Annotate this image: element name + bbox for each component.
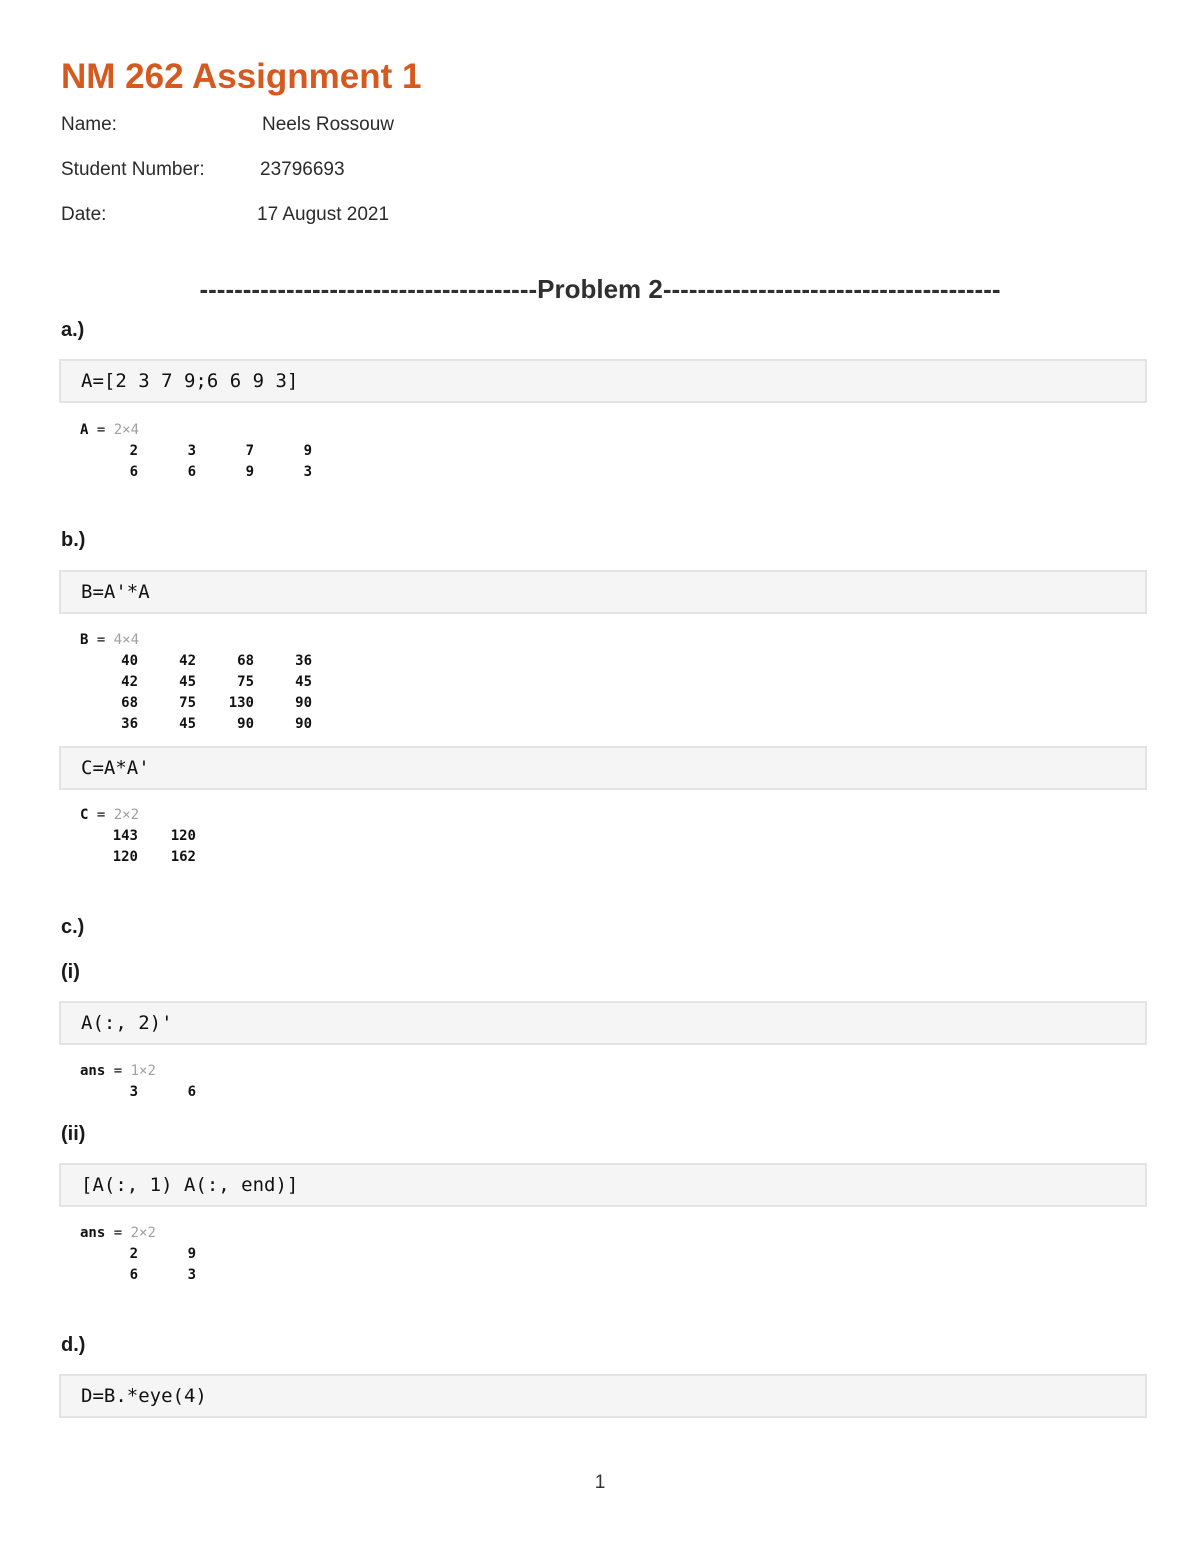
matrix-cell: 2 [129, 1246, 138, 1262]
output-header [80, 1061, 196, 1082]
output-ci [80, 1061, 196, 1103]
matrix-dimensions: 4×4 [113, 632, 140, 648]
matrix-cell: 90 [295, 695, 312, 711]
output-header [80, 630, 312, 651]
matrix-cell: 3 [129, 1084, 138, 1100]
output-b [80, 630, 312, 735]
output-header [80, 1223, 196, 1244]
matrix-cell: 36 [121, 716, 138, 732]
matrix-row [80, 441, 312, 462]
matrix-cell: 42 [179, 653, 196, 669]
student-number-value: 23796693 [260, 159, 345, 180]
matrix-row [80, 693, 312, 714]
variable-name: ans [80, 1225, 106, 1241]
code-cell-b1[interactable]: B=A'*A [59, 570, 1147, 614]
name-label: Name: [61, 114, 117, 135]
matrix-cell: 7 [245, 443, 254, 459]
matrix-dimensions: 1×2 [130, 1063, 156, 1079]
matrix-cell: 6 [129, 1267, 138, 1283]
matrix-cell: 36 [295, 653, 312, 669]
date-value: 17 August 2021 [257, 204, 390, 225]
section-d-heading: d.) [61, 1334, 86, 1356]
matrix-cell: 6 [187, 1084, 196, 1100]
code-cell-d[interactable]: D=B.*eye(4) [59, 1374, 1147, 1418]
variable-name: A [80, 422, 89, 438]
matrix-row [80, 462, 312, 483]
matrix-cell: 9 [245, 464, 254, 480]
matrix-cell: 2 [129, 443, 138, 459]
equals-sign: = [88, 422, 114, 438]
matrix-dimensions: 2×2 [130, 1225, 156, 1241]
code-cell-a[interactable]: A=[2 3 7 9;6 6 9 3] [59, 359, 1147, 403]
matrix-row [80, 847, 196, 868]
matrix-cell: 68 [121, 695, 138, 711]
problem-heading: ---------------------------------------Problem 2--------------------------------------- [199, 274, 1001, 304]
matrix-row [80, 1244, 196, 1265]
matrix-row [80, 651, 312, 672]
matrix-cell: 143 [112, 828, 138, 844]
matrix-cell: 3 [187, 1267, 196, 1283]
matrix-cell: 90 [295, 716, 312, 732]
section-c-heading: c.) [61, 916, 85, 938]
matrix-cell: 6 [187, 464, 196, 480]
output-c [80, 805, 196, 868]
matrix-cell: 3 [187, 443, 196, 459]
matrix-cell: 120 [170, 828, 196, 844]
matrix-dimensions: 2×4 [113, 422, 140, 438]
matrix-cell: 9 [303, 443, 312, 459]
output-header [80, 805, 196, 826]
matrix-cell: 75 [179, 695, 196, 711]
date-label: Date: [61, 204, 107, 225]
student-number-label: Student Number: [61, 159, 205, 180]
matrix-cell: 40 [121, 653, 138, 669]
code-cell-ci[interactable]: A(:, 2)' [59, 1001, 1147, 1045]
matrix-row [80, 714, 312, 735]
matrix-cell: 162 [170, 849, 196, 865]
matrix-cell: 45 [179, 716, 196, 732]
section-ci-heading: (i) [61, 961, 80, 983]
matrix-cell: 45 [295, 674, 312, 690]
matrix-cell: 130 [228, 695, 254, 711]
matrix-cell: 45 [179, 674, 196, 690]
matrix-row [80, 1265, 196, 1286]
code-cell-b2[interactable]: C=A*A' [59, 746, 1147, 790]
output-cii [80, 1223, 196, 1286]
matrix-cell: 42 [121, 674, 138, 690]
matrix-cell: 120 [112, 849, 138, 865]
output-a [80, 420, 312, 483]
section-cii-heading: (ii) [61, 1123, 86, 1145]
equals-sign: = [88, 807, 114, 823]
section-b-heading: b.) [61, 529, 86, 551]
matrix-cell: 68 [237, 653, 254, 669]
code-cell-cii[interactable]: [A(:, 1) A(:, end)] [59, 1163, 1147, 1207]
matrix-cell: 90 [237, 716, 254, 732]
variable-name: C [80, 807, 89, 823]
document-title: NM 262 Assignment 1 [61, 57, 422, 96]
name-value: Neels Rossouw [262, 114, 394, 135]
equals-sign: = [105, 1225, 131, 1241]
variable-name: ans [80, 1063, 106, 1079]
matrix-row [80, 1082, 196, 1103]
matrix-row [80, 672, 312, 693]
equals-sign: = [105, 1063, 131, 1079]
matrix-dimensions: 2×2 [113, 807, 140, 823]
matrix-row [80, 826, 196, 847]
section-a-heading: a.) [61, 319, 85, 341]
equals-sign: = [88, 632, 114, 648]
matrix-cell: 6 [129, 464, 138, 480]
output-header [80, 420, 312, 441]
variable-name: B [80, 632, 89, 648]
matrix-cell: 75 [237, 674, 254, 690]
page-number: 1 [594, 1472, 606, 1493]
matrix-cell: 3 [303, 464, 312, 480]
matrix-cell: 9 [187, 1246, 196, 1262]
